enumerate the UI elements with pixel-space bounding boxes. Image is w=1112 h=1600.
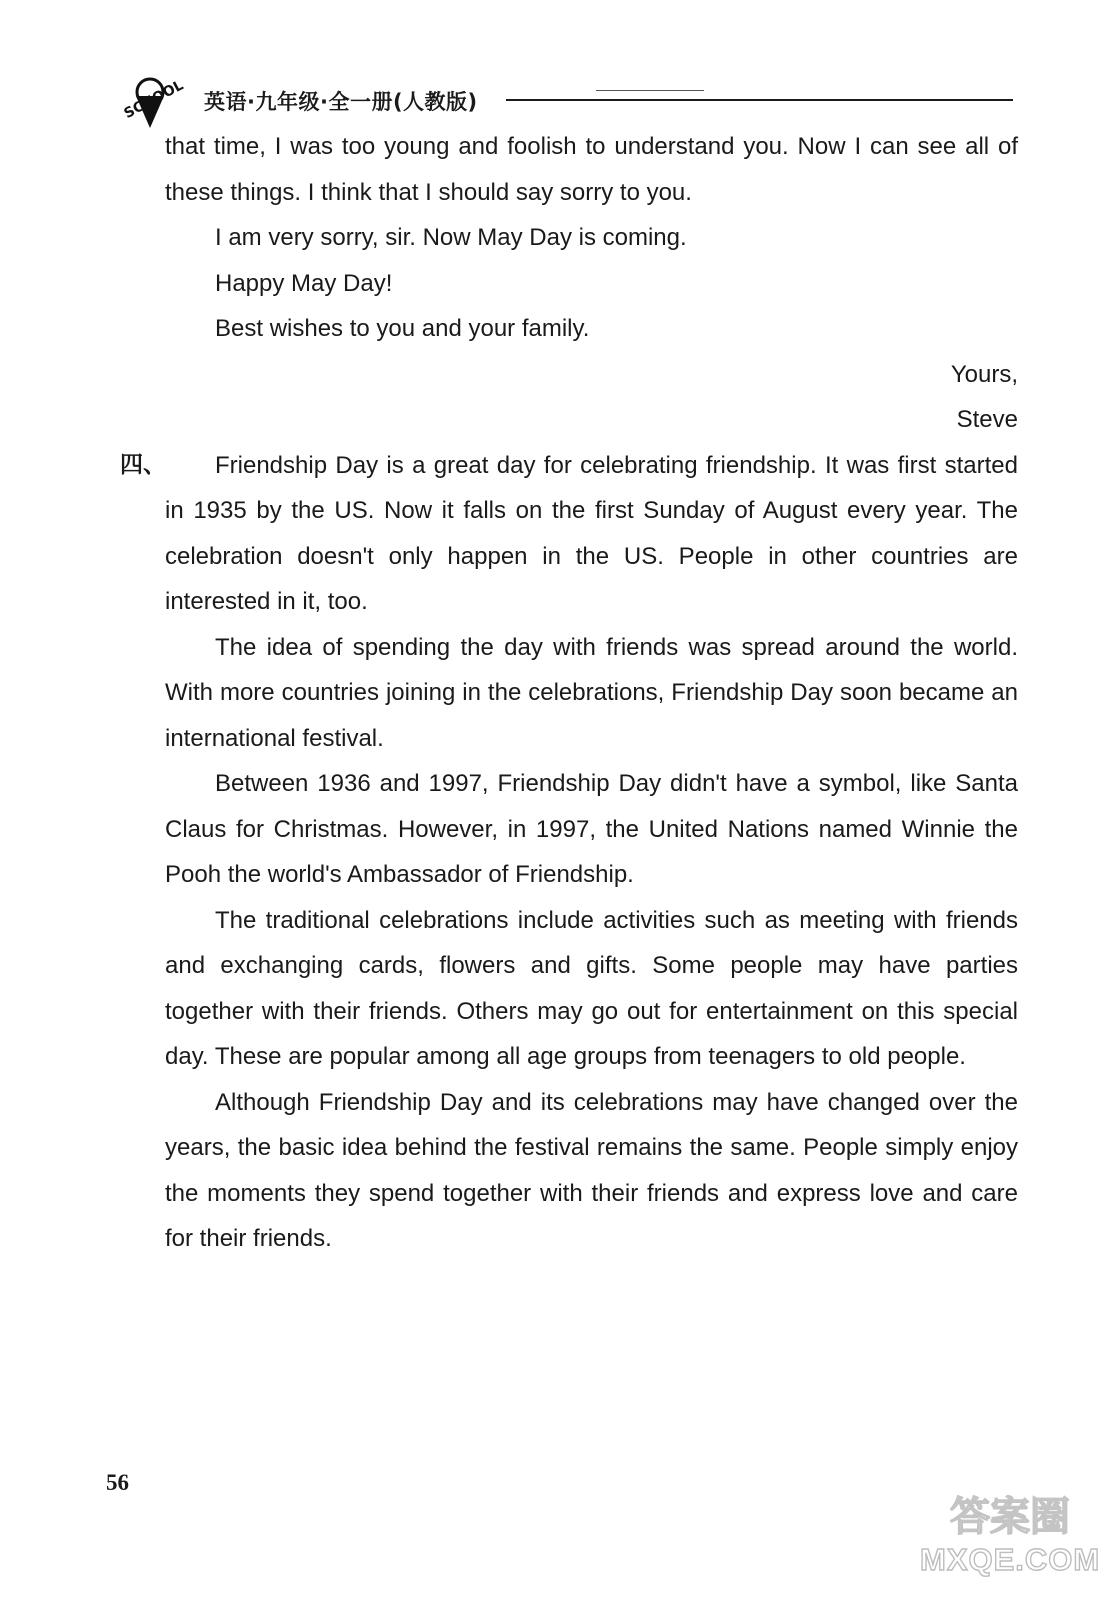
section-marker: 四、 xyxy=(120,451,166,478)
paragraph-1: Friendship Day is a great day for celebrating friendship. It was first started in 1935 by the US. Now it falls on the first Sunday of August every year. The celebration doesn't only happen in the US. People in other countries are interested in it, too. xyxy=(165,451,1018,615)
header-title: 英语·九年级·全一册(人教版) xyxy=(204,90,478,114)
page-content xyxy=(120,124,1018,1262)
header-rule xyxy=(506,99,1013,101)
page-header xyxy=(118,66,1013,126)
watermark-logo-icon xyxy=(930,1486,1090,1542)
school-logo-icon xyxy=(118,66,194,130)
header-rule-thin xyxy=(596,90,704,91)
paragraph-4: The traditional celebrations include activities such as meeting with friends and exchanging cards, flowers and gifts. Some people may have parties together with their friends. Others may go out for entertainment on this special day. These are popular among all age groups from teenagers to old people. xyxy=(165,906,1018,1070)
watermark-logo-text: 答案圈 xyxy=(950,1494,1070,1540)
section-four xyxy=(120,443,1018,1262)
letter-line-wishes: Best wishes to you and your family. xyxy=(215,315,590,342)
logo-text: SCHOOL xyxy=(121,77,187,122)
letter-line-continuation: that time, I was too young and foolish to understand you. Now I can see all of these things. I think that I should say sorry to you. xyxy=(165,133,1018,206)
paragraph-2: The idea of spending the day with friends was spread around the world. With more countries joining in the celebrations, Friendship Day soon became an international festival. xyxy=(165,633,1018,752)
letter-line-greeting: Happy May Day! xyxy=(215,269,393,297)
paragraph-3: Between 1936 and 1997, Friendship Day didn't have a symbol, like Santa Claus for Christmas. However, in 1997, the United Nations named Winnie the Pooh the world's Ambassador of Friendship. xyxy=(165,770,1018,888)
letter-signature: Steve xyxy=(956,406,1018,433)
letter-closing: Yours, xyxy=(950,360,1018,388)
watermark xyxy=(920,1486,1100,1586)
letter-line-apology: I am very sorry, sir. Now May Day is coming. xyxy=(215,224,687,251)
watermark-text: MXQE.COM xyxy=(920,1542,1101,1577)
page-number: 56 xyxy=(106,1470,129,1495)
paragraph-5: Although Friendship Day and its celebrations may have changed over the years, the basic idea behind the festival remains the same. People simply enjoy the moments they spend together with their friends and express love and care for their friends. xyxy=(165,1088,1018,1252)
